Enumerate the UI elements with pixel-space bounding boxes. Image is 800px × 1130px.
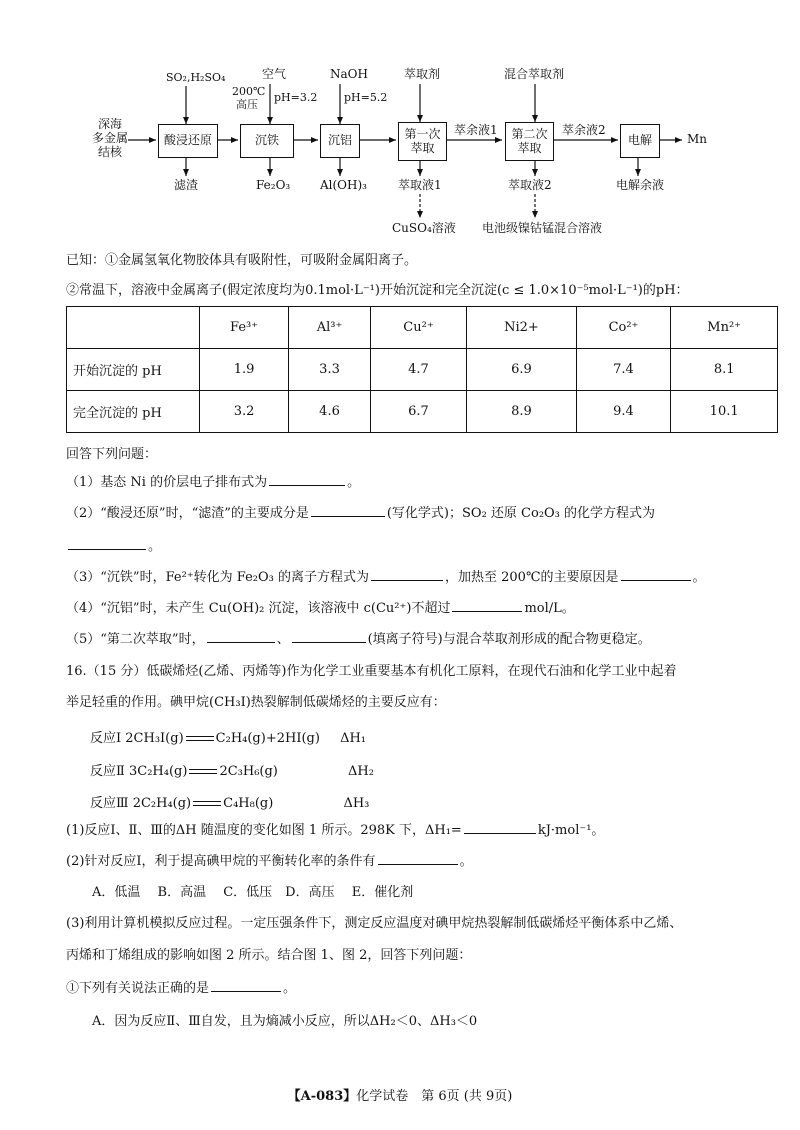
table-cell: 4.6 — [289, 391, 371, 433]
question-1-text: （1）基态 Ni 的价层电子排布式为 — [66, 475, 268, 490]
question-2-end: 。 — [148, 539, 162, 554]
table-cell: 9.4 — [576, 391, 671, 433]
subquestion-3-item-1-text: ①下列有关说法正确的是 — [66, 981, 210, 996]
extract2-label: 萃取液2 — [508, 178, 552, 192]
footer-page-info: 化学试卷 第 6页 (共 9页) — [356, 1089, 513, 1104]
reaction-2 — [90, 760, 374, 779]
table-cell: 1.9 — [200, 349, 289, 391]
ph-table — [66, 306, 778, 433]
box-line: 萃取 — [410, 140, 435, 155]
condition-ph-al-label: pH=5.2 — [344, 91, 388, 104]
reagent-extractant-label: 萃取剂 — [404, 67, 441, 81]
battery-solution-label: 电池级镍钴锰混合溶液 — [482, 221, 603, 235]
question-5-sep: 、 — [276, 632, 290, 647]
box-line: 第一次 — [404, 127, 441, 142]
table-cell: 3.3 — [289, 349, 371, 391]
answer-blank — [311, 515, 385, 517]
reaction-left: 2C₂H₄(g) — [132, 796, 192, 811]
answer-blank — [464, 832, 536, 834]
reagent-acid-label: SO₂,H₂SO₄ — [166, 71, 226, 84]
reagent-air-label: 空气 — [262, 67, 287, 81]
question-4 — [66, 602, 575, 615]
subquestion-3-option-a: A．因为反应Ⅱ、Ⅲ自发，且为熵减小反应，所以ΔH₂＜0、ΔH₃＜0 — [92, 1014, 478, 1029]
table-header-cell: Mn²⁺ — [671, 307, 778, 349]
page-footer — [0, 1085, 800, 1104]
table-cell: 10.1 — [671, 391, 778, 433]
answer-blank — [452, 610, 522, 612]
reaction-left: 3C₂H₄(g) — [128, 764, 188, 779]
question-2-text-b: (写化学式)；SO₂ 还原 Co₂O₃ 的化学方程式为 — [386, 506, 656, 521]
subquestion-3-line2: 丙烯和丁烯组成的影响如图 2 所示。结合图 1、图 2，回答下列问题： — [66, 948, 472, 963]
question-3-end: 。 — [692, 570, 706, 585]
table-cell: 6.9 — [467, 349, 577, 391]
reaction-right: C₄H₈(g) — [223, 796, 274, 811]
table-header-cell: Cu²⁺ — [370, 307, 466, 349]
table-header-cell: Al³⁺ — [289, 307, 371, 349]
table-header-cell: Ni2+ — [467, 307, 577, 349]
reaction-1 — [90, 727, 366, 746]
table-cell: 8.9 — [467, 391, 577, 433]
table-row-label: 开始沉淀的 pH — [67, 349, 200, 391]
output-fe2o3-label: Fe₂O₃ — [256, 178, 291, 192]
condition-temp-label: 200℃ — [232, 85, 266, 98]
process-flowchart — [90, 62, 750, 247]
table-cell: 8.1 — [671, 349, 778, 391]
table-row — [67, 391, 778, 433]
subquestion-2 — [66, 855, 473, 868]
output-residue-label: 滤渣 — [174, 178, 199, 192]
input-label-line: 多金属 — [92, 130, 129, 145]
input-label-line: 深海 — [97, 117, 122, 131]
answer-blank — [621, 579, 691, 581]
input-label — [92, 118, 128, 159]
step-second-extraction-box — [505, 122, 554, 161]
footer-code: 【A-083】 — [287, 1089, 357, 1104]
raffinate1-label: 萃余液1 — [454, 123, 498, 137]
reaction-name: 反应Ⅲ — [90, 796, 129, 811]
equilibrium-arrow-icon — [193, 800, 221, 808]
subquestion-1-end: kJ·mol⁻¹。 — [537, 823, 605, 838]
reaction-dh: ΔH₃ — [343, 796, 370, 811]
subquestion-3-item-1 — [66, 982, 296, 995]
question-5-end: (填离子符号)与混合萃取剂形成的配合物更稳定。 — [367, 632, 651, 647]
question-1 — [66, 476, 360, 489]
step-iron-precip-box: 沉铁 — [240, 124, 294, 158]
reaction-right: C₂H₄(g)+2HI(g) — [215, 731, 320, 746]
reagent-mixed-extractant-label: 混合萃取剂 — [504, 67, 565, 81]
product-mn-label: Mn — [687, 132, 708, 146]
equilibrium-arrow-icon — [189, 768, 217, 776]
subquestion-2-end: 。 — [459, 854, 473, 869]
reaction-left: 2CH₃I(g) — [125, 731, 184, 746]
cuso4-solution-label: CuSO₄溶液 — [392, 221, 456, 235]
subquestion-2-text: (2)针对反应Ⅰ，利于提高碘甲烷的平衡转化率的条件有 — [66, 854, 376, 869]
table-header-cell — [67, 307, 200, 349]
extract1-label: 萃取液1 — [398, 178, 442, 192]
question-3-text-b: ，加热至 200℃的主要原因是 — [445, 570, 619, 585]
question-1-end: 。 — [347, 475, 361, 490]
subquestion-2-options: A．低温 B．高温 C．低压 D．高压 E．催化剂 — [92, 885, 414, 900]
table-cell: 7.4 — [576, 349, 671, 391]
known-condition-1: 已知：①金属氢氧化物胶体具有吸附性，可吸附金属阳离子。 — [66, 253, 418, 268]
electrolysis-residue-label: 电解余液 — [616, 178, 665, 192]
question-2-text: （2）“酸浸还原”时，“滤渣”的主要成分是 — [66, 506, 309, 521]
known-condition-2: ②常温下，溶液中金属离子(假定浓度均为0.1mol·L⁻¹)开始沉淀和完全沉淀(c ≤ 1.0×10⁻⁵mol·L⁻¹)的pH： — [66, 283, 689, 298]
answer-blank — [207, 641, 275, 643]
reaction-3 — [90, 792, 369, 811]
question-16-intro-line2: 举足轻重的作用。碘甲烷(CH₃I)热裂解制低碳烯烃的主要反应有： — [66, 695, 446, 710]
raffinate2-label: 萃余液2 — [562, 123, 606, 137]
reaction-right: 2C₃H₆(g) — [219, 764, 278, 779]
table-cell: 3.2 — [200, 391, 289, 433]
reaction-name: 反应Ⅱ — [90, 764, 125, 779]
answer-blank — [68, 548, 146, 550]
reagent-naoh-label: NaOH — [330, 67, 368, 81]
input-label-line: 结核 — [97, 144, 122, 159]
step-electrolysis-box: 电解 — [620, 124, 660, 158]
step-al-precip-box: 沉铝 — [320, 124, 360, 158]
table-header-cell: Fe³⁺ — [200, 307, 289, 349]
question-2 — [66, 507, 655, 520]
reaction-name: 反应Ⅰ — [90, 731, 122, 746]
table-row-label: 完全沉淀的 pH — [67, 391, 200, 433]
box-line: 第二次 — [511, 127, 548, 142]
subquestion-1 — [66, 824, 604, 837]
table-header-cell: Co²⁺ — [576, 307, 671, 349]
answer-blank — [378, 863, 458, 865]
question-2-cont — [66, 540, 161, 553]
table-row — [67, 349, 778, 391]
answer-blank — [371, 579, 443, 581]
table-cell: 4.7 — [370, 349, 466, 391]
subquestion-1-text: (1)反应Ⅰ、Ⅱ、Ⅲ的ΔH 随温度的变化如图 1 所示。298K 下，ΔH₁= — [66, 823, 462, 838]
step-acid-leach-box: 酸浸还原 — [158, 124, 218, 158]
answer-blank — [211, 990, 281, 992]
answer-blank — [292, 641, 366, 643]
question-5 — [66, 633, 651, 646]
question-3-text: （3）“沉铁”时，Fe²⁺转化为 Fe₂O₃ 的离子方程式为 — [66, 570, 369, 585]
output-aloh3-label: Al(OH)₃ — [320, 178, 367, 192]
equilibrium-arrow-icon — [186, 735, 214, 743]
question-5-text: （5）“第二次萃取”时， — [66, 632, 205, 647]
condition-pressure-label: 高压 — [236, 98, 258, 111]
answer-intro: 回答下列问题： — [66, 447, 158, 462]
question-4-text: （4）“沉铝”时，未产生 Cu(OH)₂ 沉淀，该溶液中 c(Cu²⁺)不超过 — [66, 601, 451, 616]
condition-ph-iron-label: pH=3.2 — [274, 91, 318, 104]
table-cell: 6.7 — [370, 391, 466, 433]
step-first-extraction-box — [398, 122, 447, 161]
table-header-row — [67, 307, 778, 349]
reaction-dh: ΔH₁ — [340, 731, 367, 746]
answer-blank — [269, 484, 345, 486]
question-4-end: mol/L。 — [524, 601, 575, 616]
question-16-intro-line1: 16.（15 分）低碳烯烃(乙烯、丙烯等)作为化学工业重要基本有机化工原料，在现代石油和化学工业中起着 — [66, 664, 677, 679]
subquestion-3-line1: (3)利用计算机模拟反应过程。一定压强条件下，测定反应温度对碘甲烷热裂解制低碳烯烃平衡体系中乙烯、 — [66, 916, 683, 931]
subquestion-3-item-1-end: 。 — [283, 981, 297, 996]
reaction-dh: ΔH₂ — [348, 764, 374, 779]
question-3 — [66, 571, 706, 584]
box-line: 萃取 — [517, 140, 542, 155]
